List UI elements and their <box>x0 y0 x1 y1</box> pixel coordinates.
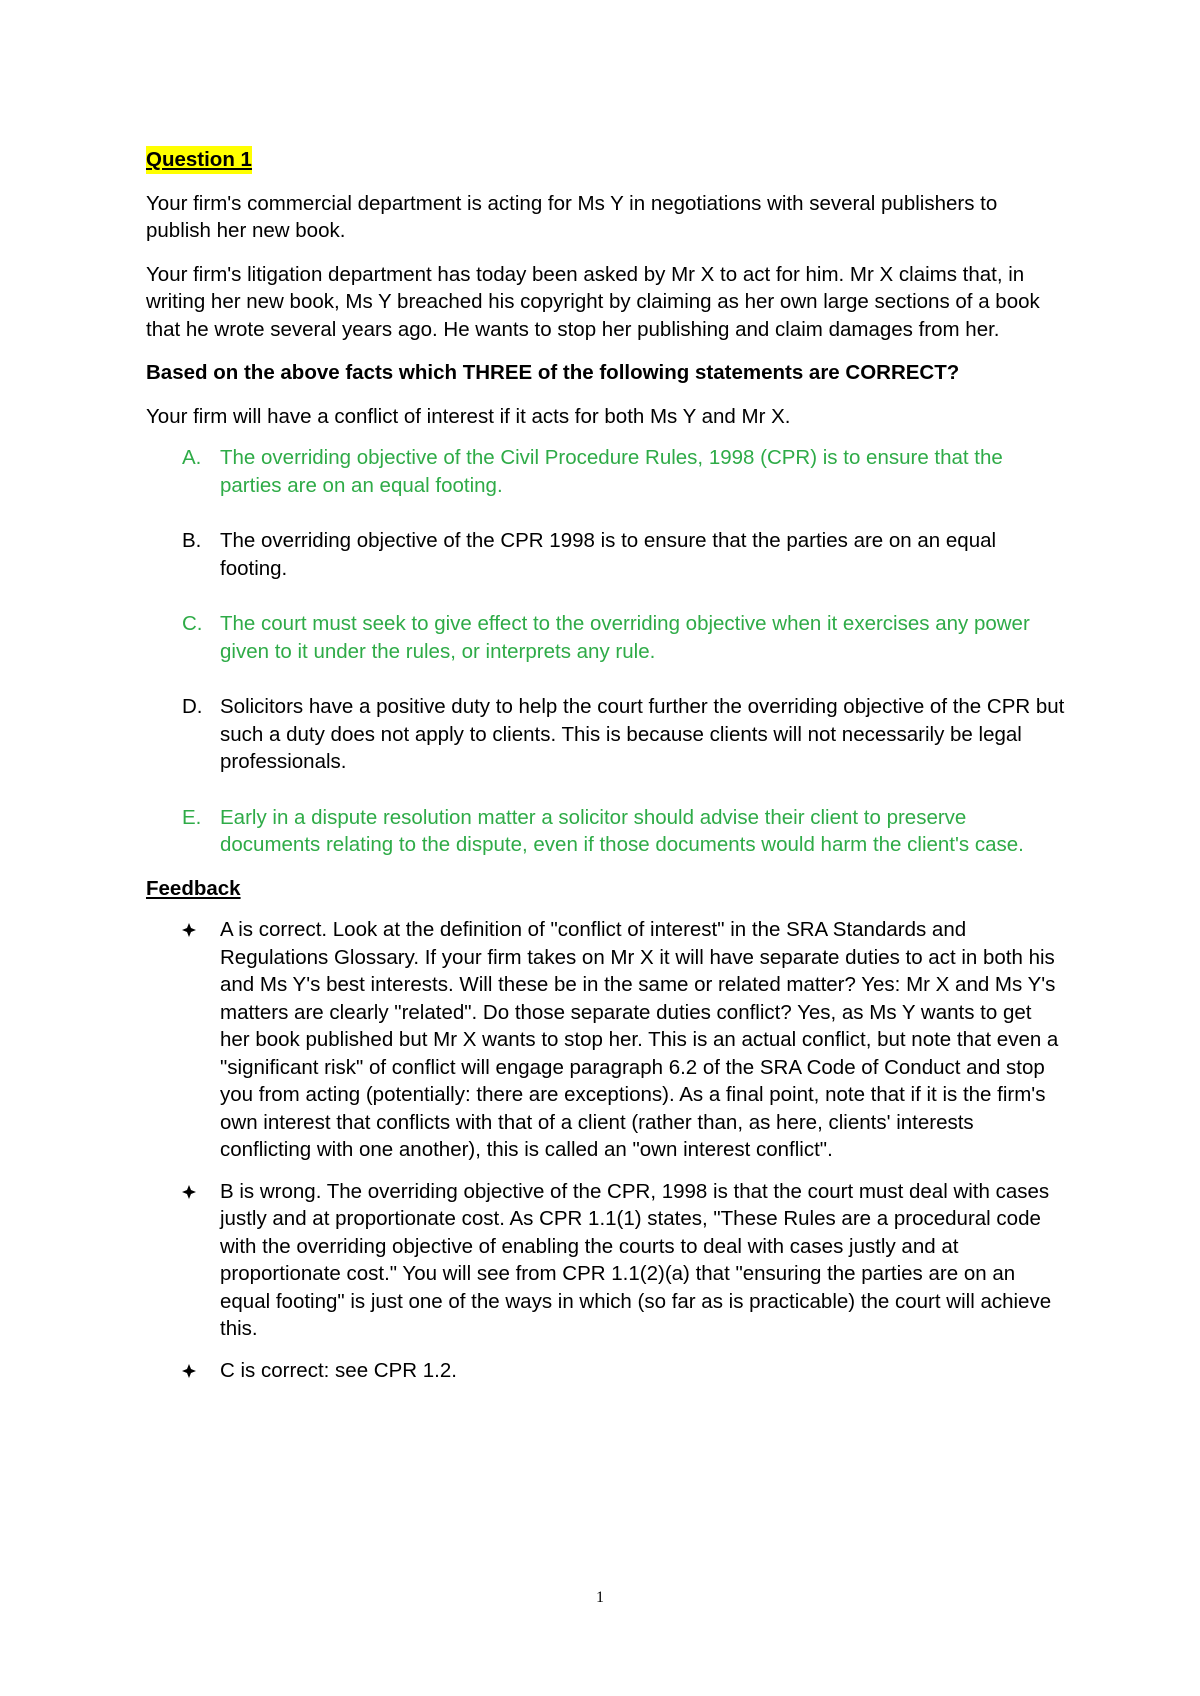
diamond-bullet-icon <box>182 1185 196 1199</box>
option-c <box>146 610 1066 665</box>
question-statement: Your firm will have a conflict of interest if it acts for both Ms Y and Mr X. <box>146 404 791 428</box>
option-text: The overriding objective of the CPR 1998 is to ensure that the parties are on an equal footing. <box>220 529 997 580</box>
option-text: Solicitors have a positive duty to help the court further the overriding objective of the CPR but such a duty does not apply to clients. This is because clients will not necessarily be legal professionals. <box>220 695 1065 773</box>
feedback-text: B is wrong. The overriding objective of the CPR, 1998 is that the court must deal with cases justly and at proportionate cost. As CPR 1.1(1) states, "These Rules are a procedural code with the overriding objective of enabling the courts to deal with cases justly and at proportionate cost." You will see from CPR 1.1(2)(a) that "ensuring the parties are on an equal footing" is just one of the ways in which (so far as is practicable) the court will achieve this. <box>220 1179 1052 1340</box>
option-letter: C. <box>182 612 203 635</box>
page-content <box>146 146 1066 1384</box>
option-e <box>146 804 1066 859</box>
question-title: Question 1 <box>146 146 252 174</box>
feedback-heading <box>146 875 1066 903</box>
feedback-item-c <box>146 1357 1066 1385</box>
option-text: The court must seek to give effect to the overriding objective when it exercises any power given to it under the rules, or interprets any rule. <box>220 612 1030 663</box>
feedback-text: A is correct. Look at the definition of "conflict of interest" in the SRA Standards and Regulations Glossary. If your firm takes on Mr X it will have separate duties to act in both his and Ms Y's best interests. Will these be in the same or related matter? Yes: Mr X and Ms Y's matters are clearly "related". Do those separate duties conflict? Yes, as Ms Y wants to get her book published but Mr X wants to stop her. This is an actual conflict, but note that even a "significant risk" of conflict will engage paragraph 6.2 of the SRA Code of Conduct and stop you from acting (potentially: there are exceptions). As a final point, note that if it is the firm's own interest that conflicts with that of a client (rather than, as here, clients' interests conflicting with one another), this is called an "own interest conflict". <box>220 918 1059 1161</box>
option-text: Early in a dispute resolution matter a solicitor should advise their client to preserve documents relating to the dispute, even if those documents would harm the client's case. <box>220 805 1024 856</box>
feedback-title: Feedback <box>146 876 241 900</box>
diamond-bullet-icon <box>182 923 196 937</box>
option-b <box>146 527 1066 582</box>
option-letter: B. <box>182 529 202 552</box>
option-letter: A. <box>182 446 202 469</box>
option-text: The overriding objective of the Civil Procedure Rules, 1998 (CPR) is to ensure that the parties are on an equal footing. <box>220 446 1003 497</box>
page-number: 1 <box>596 1589 604 1606</box>
intro-paragraph-2: Your firm's litigation department has today been asked by Mr X to act for him. Mr X claims that, in writing her new book, Ms Y breached his copyright by claiming as her own large sections of a book that he wrote several years ago. He wants to stop her publishing and claim damages from her. <box>146 262 1040 341</box>
feedback-text: C is correct: see CPR 1.2. <box>220 1358 457 1382</box>
feedback-item-b <box>146 1178 1066 1343</box>
answer-options <box>146 444 1066 859</box>
diamond-bullet-icon <box>182 1364 196 1378</box>
intro-paragraph-1: Your firm's commercial department is acting for Ms Y in negotiations with several publishers to publish her new book. <box>146 191 998 242</box>
option-letter: E. <box>182 805 202 829</box>
option-a <box>146 444 1066 499</box>
option-d <box>146 693 1066 776</box>
question-heading <box>146 146 1066 174</box>
question-prompt: Based on the above facts which THREE of the following statements are CORRECT? <box>146 361 960 384</box>
feedback-item-a <box>146 916 1066 1164</box>
option-letter: D. <box>182 695 203 718</box>
